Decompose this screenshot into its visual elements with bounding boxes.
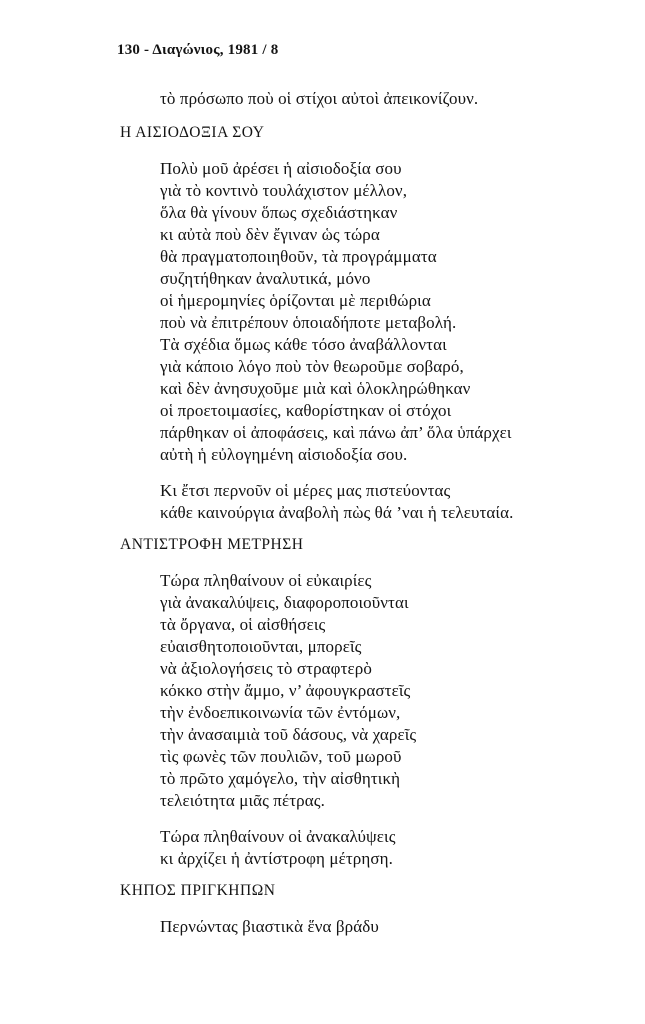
poem-title: ΚΗΠΟΣ ΠΡΙΓΚΗΠΩΝ [120,882,276,899]
verse-line: κόκκο στὴν ἄμμο, ν’ ἀφουγκραστεῖς [160,681,411,700]
verse-line: τὰ ὄργανα, οἱ αἰσθήσεις [160,615,326,634]
verse-line: Κι ἔτσι περνοῦν οἱ μέρες μας πιστεύοντας [160,481,451,500]
verse-line: εὐαισθητοποιοῦνται, μπορεῖς [160,637,362,656]
running-head: 130 - Διαγώνιος, 1981 / 8 [117,42,279,58]
verse-line: οἱ προετοιμασίες, καθορίστηκαν οἱ στόχοι [160,401,452,420]
verse-line: ποὺ νὰ ἐπιτρέπουν ὁποιαδήποτε μεταβολή. [160,313,457,332]
intro-line: τὸ πρόσωπο ποὺ οἱ στίχοι αὐτοὶ ἀπεικονίζουν. [160,89,479,108]
verse-line: Τὰ σχέδια ὅμως κάθε τόσο ἀναβάλλονται [160,335,447,354]
verse-line: τελειότητα μιᾶς πέτρας. [160,791,325,810]
verse-line: ὅλα θὰ γίνουν ὅπως σχεδιάστηκαν [160,203,398,222]
verse-line: κι αὐτὰ ποὺ δὲν ἔγιναν ὡς τώρα [160,225,380,244]
verse-line: καὶ δὲν ἀνησυχοῦμε μιὰ καὶ ὁλοκληρώθηκαν [160,379,471,398]
verse-line: Πολὺ μοῦ ἀρέσει ἡ αἰσιοδοξία σου [160,159,402,178]
verse-line: τὴν ἐνδοεπικοινωνία τῶν ἐντόμων, [160,703,401,722]
verse-line: γιὰ ἀνακαλύψεις, διαφοροποιοῦνται [160,593,409,612]
verse-line: Τώρα πληθαίνουν οἱ ἀνακαλύψεις [160,827,396,846]
verse-line: πάρθηκαν οἱ ἀποφάσεις, καὶ πάνω ἀπ’ ὅλα ὑπάρχει [160,423,512,442]
verse-line: νὰ ἀξιολογήσεις τὸ στραφτερὸ [160,659,372,678]
verse-line: θὰ πραγματοποιηθοῦν, τὰ προγράμματα [160,247,437,266]
verse-line: τὶς φωνὲς τῶν πουλιῶν, τοῦ μωροῦ [160,747,402,766]
verse-line: γιὰ τὸ κοντινὸ τουλάχιστον μέλλον, [160,181,408,200]
verse-line: συζητήθηκαν ἀναλυτικά, μόνο [160,269,371,288]
verse-line: αὐτὴ ἡ εὐλογημένη αἰσιοδοξία σου. [160,445,408,464]
poem-title: Η ΑΙΣΙΟΔΟΞΙΑ ΣΟΥ [120,124,265,141]
verse-line: τὴν ἀνασαιμιὰ τοῦ δάσους, νὰ χαρεῖς [160,725,417,744]
poem-title: ΑΝΤΙΣΤΡΟΦΗ ΜΕΤΡΗΣΗ [120,536,304,553]
verse-line: γιὰ κάποιο λόγο ποὺ τὸν θεωροῦμε σοβαρό, [160,357,464,376]
verse-line: κι ἀρχίζει ἡ ἀντίστροφη μέτρηση. [160,849,393,868]
verse-line: Περνώντας βιαστικὰ ἕνα βράδυ [160,917,379,936]
verse-line: οἱ ἡμερομηνίες ὁρίζονται μὲ περιθώρια [160,291,431,310]
verse-line: κάθε καινούργια ἀναβολὴ πὼς θά ’ναι ἡ τελευταία. [160,503,514,522]
verse-line: Τώρα πληθαίνουν οἱ εὐκαιρίες [160,571,372,590]
verse-line: τὸ πρῶτο χαμόγελο, τὴν αἰσθητικὴ [160,769,401,788]
